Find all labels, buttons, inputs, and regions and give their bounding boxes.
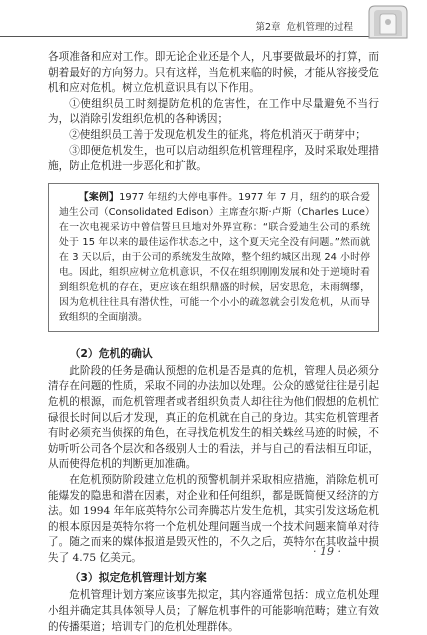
chapter-number: 第2章 [255,22,281,33]
page-number: · 19 · [313,545,341,558]
list-item-1: ①使组织员工时刻提防危机的危害性，在工作中尽量避免不当行为，以消除引发组织危机的各种诱因； [48,97,379,126]
case-box [48,183,379,332]
header-ornament-icon [365,2,411,42]
section-heading-confirm: （2）危机的确认 [69,346,153,360]
paragraph-intro: 各项准备和应对工作。即无论企业还是个人，凡事要做最坏的打算，而朝着最好的方向努力。只有这样，当危机来临的时候，才能从容接受危机和应对危机。树立危机意识具有以下作用。 [48,51,379,95]
case-label: 【案例】 [78,191,120,203]
paragraph-confirm-1: 此阶段的任务是确认预想的危机是否是真的危机，管理人员必须分清存在问题的性质，采取不同的办法加以处理。公众的感觉往往是引起危机的根源，而危机管理者或者组织负责人却往往为他们假想的危机忙碌很长时间以后才发现，真正的危机就在自己的身边。其实危机管理者有时必须充当侦探的角色，在寻找危机发生的相关蛛丝马迹的时候，不妨听听公司各个层次和各级别人士的看法，并与自己的看法相互印证，从而使得危机的判断更加准确。 [48,364,379,471]
case-body: 1977 年纽约大停电事件。1977 年 7 月，纽约的联合爱迪生公司（Consolidated Edison）主席查尔斯·卢斯（Charles Luce）在一次电视采访中曾信誓旦旦地对外界宣称：“联合爱迪生公司的系统处于 15 年以来的最佳运作状态之中，这个夏天完全没有问题。”然而就在 3 天以后，由于公司的系统发生故障，整个纽约城区出现 24 小时停电。因此，组织应树立危机意识，不仅在组织刚刚发展和处于逆境时看到组织危机的存在，更应该在组织鼎盛的时候，居安思危，未雨绸缪，因为危机往往具有潜伏性，可能一个小小的疏忽就会引发危机，从而导致组织的全面崩溃。 [59,191,370,323]
list-item-3: ③即便危机发生，也可以启动组织危机管理程序，及时采取处理措施，防止危机进一步恶化和扩散。 [48,144,379,173]
section-heading-plan: （3）拟定危机管理计划方案 [69,571,207,585]
chapter-title: 危机管理的过程 [286,22,353,33]
paragraph-confirm-2: 在危机预防阶段建立危机的预警机制并采取相应措施，消除危机可能爆发的隐患和潜在因素，对企业和任何组织，都是既简便又经济的方法。如 1994 年年底英特尔公司奔腾芯片发生危机，其实引发这场危机的根本原因是英特尔将一个危机处理问题当成一个技术问题来简单对待了。随之而来的媒体报道是毁灭性的，不久之后，英特尔在其收益中损失了 4.75 亿美元。 [48,473,379,564]
list-item-2: ②使组织员工善于发现危机发生的征兆，将危机消灭于萌芽中； [69,128,366,141]
chapter-heading [255,19,353,33]
header-rule [0,36,388,37]
paragraph-plan: 危机管理计划方案应该事先拟定，其内容通常包括：成立危机处理小组并确定其具体领导人员；了解危机事件的可能影响范畴；建立有效的传播渠道；培训专门的危机处理群体。 [48,589,379,633]
running-header [0,0,427,44]
case-text [59,190,370,325]
